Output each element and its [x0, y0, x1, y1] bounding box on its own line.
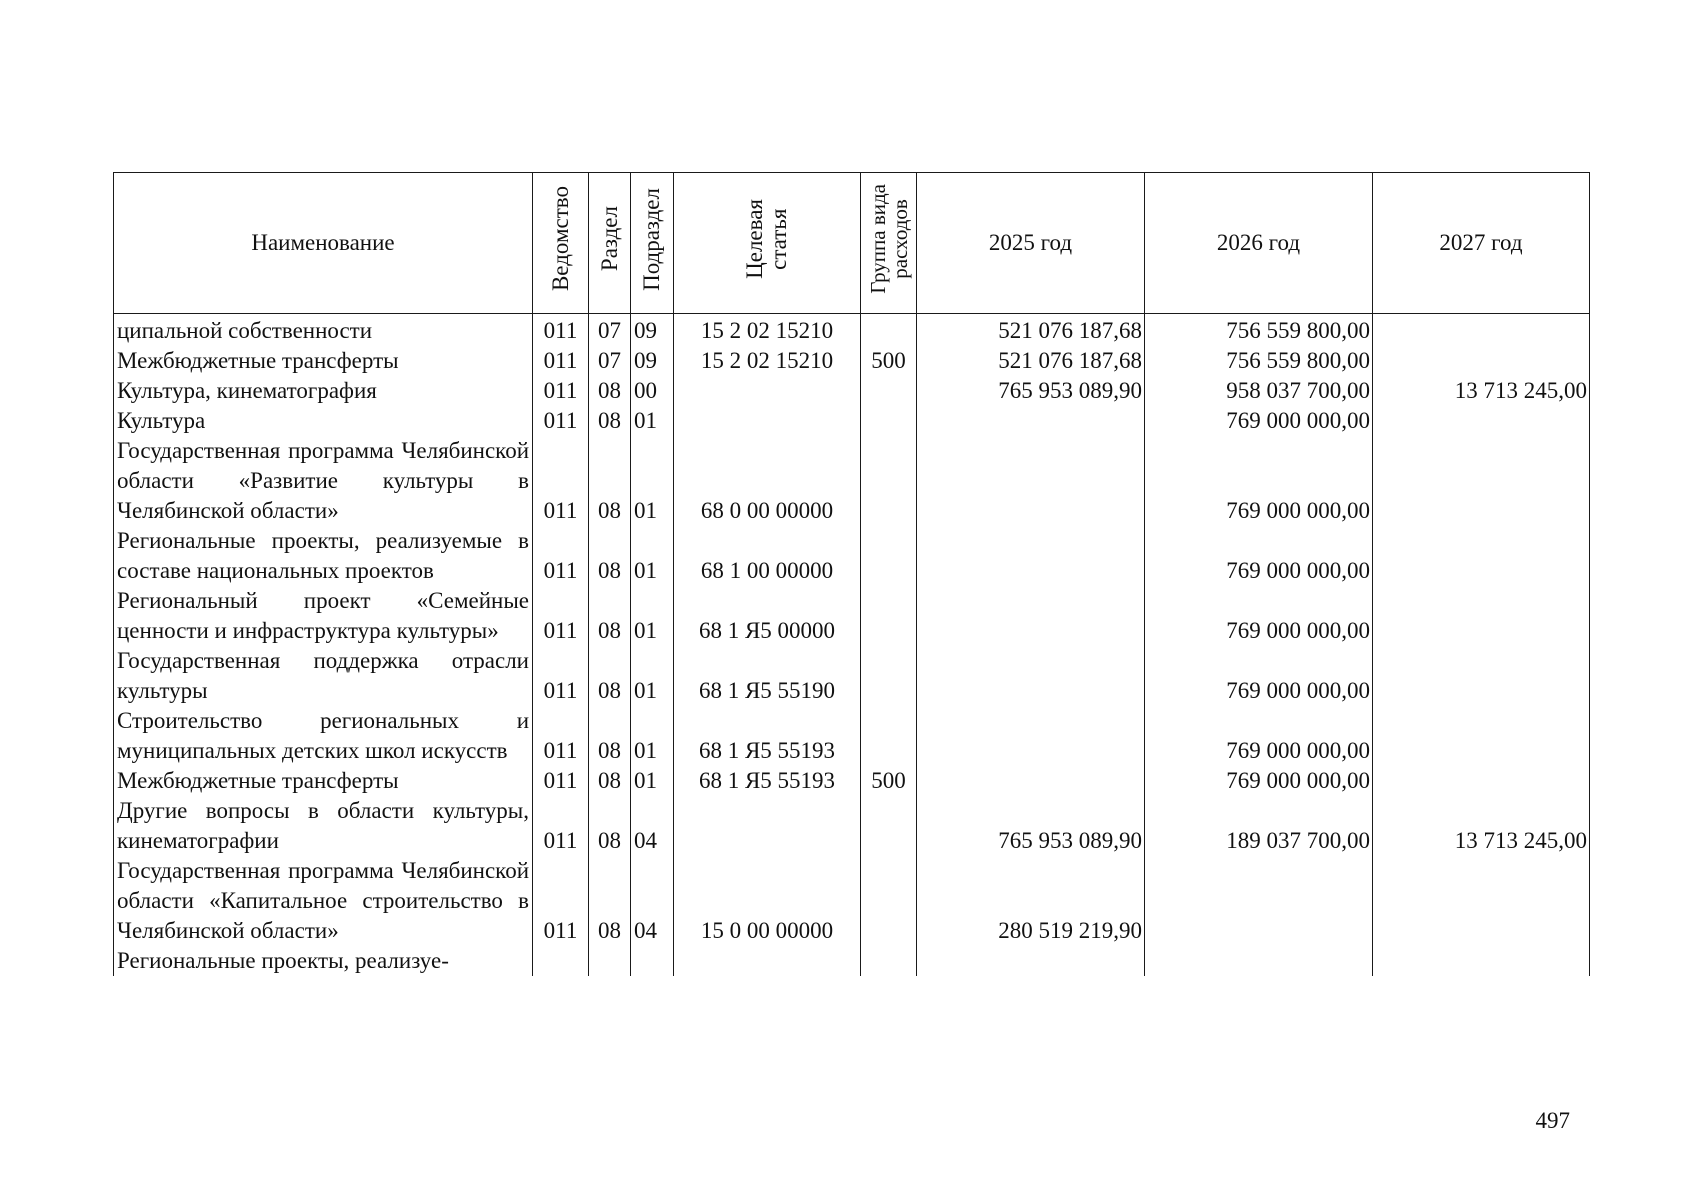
cell-2027 [1373, 436, 1590, 526]
cell-name: Межбюджетные трансферты [114, 346, 533, 376]
cell-name: Культура, кинематография [114, 376, 533, 406]
table-row [114, 796, 1590, 856]
cell-gruppa [861, 646, 917, 706]
cell-2026: 769 000 000,00 [1145, 406, 1373, 436]
cell-2026: 769 000 000,00 [1145, 526, 1373, 586]
cell-gruppa [861, 526, 917, 586]
table-row [114, 314, 1590, 347]
cell-2025 [917, 406, 1145, 436]
cell-name: Строительство региональных и муниципальных детских школ искусств [114, 706, 533, 766]
cell-podrazdel: 09 [631, 314, 674, 347]
cell-2026: 756 559 800,00 [1145, 314, 1373, 347]
header-gruppa-line1: Группа вида [865, 184, 890, 294]
cell-vedomstvo: 011 [533, 856, 589, 946]
cell-2026 [1145, 856, 1373, 946]
cell-celevaya-statya [674, 946, 861, 976]
cell-2026: 756 559 800,00 [1145, 346, 1373, 376]
cell-celevaya-statya [674, 796, 861, 856]
cell-razdel [589, 946, 631, 976]
cell-name: Региональные проекты, реализуе- [114, 946, 533, 976]
cell-podrazdel: 01 [631, 706, 674, 766]
cell-name: Культура [114, 406, 533, 436]
cell-razdel: 07 [589, 346, 631, 376]
cell-razdel: 08 [589, 856, 631, 946]
cell-name: Региональный проект «Семейные ценности и инфраструктура культуры» [114, 586, 533, 646]
cell-2027 [1373, 406, 1590, 436]
cell-gruppa [861, 314, 917, 347]
cell-2026: 769 000 000,00 [1145, 706, 1373, 766]
cell-celevaya-statya: 15 2 02 15210 [674, 314, 861, 347]
cell-razdel: 08 [589, 766, 631, 796]
header-razdel: Раздел [589, 173, 631, 314]
header-celevaya-line2: статья [766, 208, 791, 270]
cell-podrazdel: 01 [631, 526, 674, 586]
cell-2027 [1373, 586, 1590, 646]
cell-podrazdel: 04 [631, 796, 674, 856]
cell-podrazdel: 01 [631, 436, 674, 526]
header-2025: 2025 год [917, 173, 1145, 314]
header-2027: 2027 год [1373, 173, 1590, 314]
cell-razdel: 08 [589, 646, 631, 706]
cell-gruppa [861, 796, 917, 856]
cell-celevaya-statya: 15 0 00 00000 [674, 856, 861, 946]
cell-vedomstvo: 011 [533, 586, 589, 646]
cell-celevaya-statya: 68 0 00 00000 [674, 436, 861, 526]
cell-gruppa: 500 [861, 346, 917, 376]
cell-name: Государственная программа Челябинской области «Развитие культуры в Челябинской области» [114, 436, 533, 526]
cell-name: Государственная программа Челябинской области «Капитальное строительство в Челябинской области» [114, 856, 533, 946]
cell-name: Государственная поддержка отрасли культуры [114, 646, 533, 706]
cell-podrazdel: 01 [631, 646, 674, 706]
cell-name: ципальной собственности [114, 314, 533, 347]
cell-razdel: 08 [589, 796, 631, 856]
cell-2027 [1373, 346, 1590, 376]
cell-vedomstvo: 011 [533, 766, 589, 796]
cell-vedomstvo: 011 [533, 406, 589, 436]
cell-2027 [1373, 314, 1590, 347]
cell-2027 [1373, 526, 1590, 586]
header-row [114, 173, 1590, 314]
cell-razdel: 08 [589, 376, 631, 406]
cell-2025: 521 076 187,68 [917, 346, 1145, 376]
cell-2026: 769 000 000,00 [1145, 586, 1373, 646]
cell-2025: 280 519 219,90 [917, 856, 1145, 946]
cell-razdel: 08 [589, 526, 631, 586]
cell-vedomstvo: 011 [533, 646, 589, 706]
cell-podrazdel: 01 [631, 586, 674, 646]
cell-podrazdel: 01 [631, 766, 674, 796]
budget-table [113, 172, 1590, 976]
header-2026: 2026 год [1145, 173, 1373, 314]
table-body [114, 314, 1590, 977]
cell-celevaya-statya: 68 1 Я5 55193 [674, 706, 861, 766]
header-celevaya-line1: Целевая [742, 199, 767, 279]
cell-gruppa [861, 586, 917, 646]
cell-2025 [917, 646, 1145, 706]
cell-podrazdel: 04 [631, 856, 674, 946]
cell-podrazdel: 01 [631, 406, 674, 436]
cell-name: Региональные проекты, реализуемые в составе национальных проектов [114, 526, 533, 586]
cell-vedomstvo: 011 [533, 706, 589, 766]
cell-gruppa [861, 706, 917, 766]
cell-2026: 958 037 700,00 [1145, 376, 1373, 406]
cell-2025 [917, 766, 1145, 796]
cell-vedomstvo: 011 [533, 346, 589, 376]
cell-2026 [1145, 946, 1373, 976]
cell-vedomstvo: 011 [533, 376, 589, 406]
cell-razdel: 07 [589, 314, 631, 347]
cell-vedomstvo: 011 [533, 796, 589, 856]
cell-2027 [1373, 706, 1590, 766]
cell-2027: 13 713 245,00 [1373, 796, 1590, 856]
cell-2025 [917, 586, 1145, 646]
table-row [114, 946, 1590, 976]
cell-razdel: 08 [589, 436, 631, 526]
cell-vedomstvo: 011 [533, 526, 589, 586]
cell-celevaya-statya [674, 406, 861, 436]
table-row [114, 766, 1590, 796]
cell-2025: 521 076 187,68 [917, 314, 1145, 347]
header-gruppa-line2: расходов [887, 199, 912, 279]
cell-podrazdel [631, 946, 674, 976]
cell-gruppa [861, 436, 917, 526]
cell-celevaya-statya: 68 1 Я5 55190 [674, 646, 861, 706]
page-number: 497 [1535, 1108, 1570, 1133]
cell-celevaya-statya: 68 1 00 00000 [674, 526, 861, 586]
cell-vedomstvo: 011 [533, 314, 589, 347]
cell-2025 [917, 946, 1145, 976]
table-row [114, 376, 1590, 406]
cell-name: Межбюджетные трансферты [114, 766, 533, 796]
table-row [114, 406, 1590, 436]
cell-name: Другие вопросы в области культуры, кинематографии [114, 796, 533, 856]
cell-2026: 769 000 000,00 [1145, 436, 1373, 526]
cell-razdel: 08 [589, 706, 631, 766]
cell-gruppa [861, 376, 917, 406]
cell-2025 [917, 436, 1145, 526]
cell-2026: 769 000 000,00 [1145, 646, 1373, 706]
cell-gruppa: 500 [861, 766, 917, 796]
table-row [114, 346, 1590, 376]
cell-2025 [917, 706, 1145, 766]
header-gruppa-vida-rashodov [861, 173, 917, 314]
table-row [114, 856, 1590, 946]
cell-gruppa [861, 946, 917, 976]
cell-celevaya-statya: 15 2 02 15210 [674, 346, 861, 376]
cell-2027 [1373, 646, 1590, 706]
cell-2026: 769 000 000,00 [1145, 766, 1373, 796]
header-vedomstvo: Ведомство [533, 173, 589, 314]
cell-2027 [1373, 766, 1590, 796]
header-celevaya-statya [674, 173, 861, 314]
cell-gruppa [861, 856, 917, 946]
cell-gruppa [861, 406, 917, 436]
cell-celevaya-statya [674, 376, 861, 406]
cell-2027: 13 713 245,00 [1373, 376, 1590, 406]
table-row [114, 706, 1590, 766]
cell-vedomstvo [533, 946, 589, 976]
header-podrazdel: Подраздел [631, 173, 674, 314]
cell-podrazdel: 00 [631, 376, 674, 406]
cell-celevaya-statya: 68 1 Я5 00000 [674, 586, 861, 646]
cell-2026: 189 037 700,00 [1145, 796, 1373, 856]
table-row [114, 526, 1590, 586]
table-row [114, 436, 1590, 526]
cell-podrazdel: 09 [631, 346, 674, 376]
cell-2025 [917, 526, 1145, 586]
cell-2025: 765 953 089,90 [917, 376, 1145, 406]
cell-celevaya-statya: 68 1 Я5 55193 [674, 766, 861, 796]
cell-2025: 765 953 089,90 [917, 796, 1145, 856]
cell-vedomstvo: 011 [533, 436, 589, 526]
cell-2027 [1373, 946, 1590, 976]
cell-razdel: 08 [589, 586, 631, 646]
cell-2027 [1373, 856, 1590, 946]
header-name: Наименование [114, 173, 533, 314]
cell-razdel: 08 [589, 406, 631, 436]
table-row [114, 646, 1590, 706]
table-row [114, 586, 1590, 646]
